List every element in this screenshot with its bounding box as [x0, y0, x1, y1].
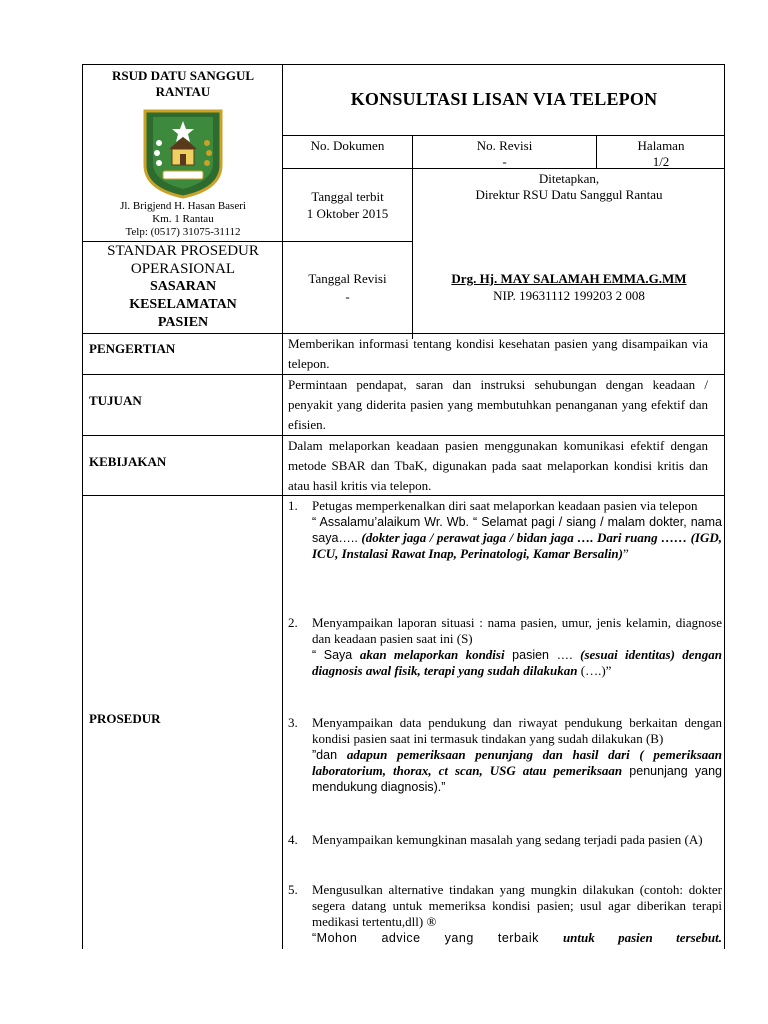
sop-document — [82, 64, 725, 949]
step-text: Menyampaikan laporan situasi : nama pasien, umur, jenis kelamin, diagnose dan keadaan pasien saat ini (S) — [312, 615, 722, 646]
hospital-phone: Telp: (0517) 31075-31112 — [125, 226, 241, 238]
hospital-logo — [139, 107, 227, 199]
approved-label: Ditetapkan, — [538, 171, 600, 186]
prosedur-label: PROSEDUR — [89, 711, 161, 726]
hospital-address-line2: Km. 1 Rantau — [152, 213, 214, 225]
sop-subject: SASARAN KESELAMATAN PASIEN — [129, 279, 237, 330]
page-label: Halaman — [637, 138, 685, 153]
step-number: 3. — [288, 715, 298, 730]
step-number: 5. — [288, 882, 298, 897]
approved-by: Direktur RSU Datu Sanggul Rantau — [475, 187, 663, 202]
procedure-step-5 — [288, 882, 722, 946]
revision-date-label: Tanggal Revisi — [308, 271, 387, 286]
step-number: 2. — [288, 615, 298, 630]
doc-number-label: No. Dokumen — [310, 138, 385, 153]
sop-divider — [83, 241, 413, 242]
revision-date-value: - — [345, 289, 350, 304]
procedure-step-1 — [288, 498, 722, 562]
document-title: KONSULTASI LISAN VIA TELEPON — [350, 89, 658, 109]
kebijakan-label: KEBIJAKAN — [89, 454, 167, 469]
step-quote: “ Saya akan melaporkan kondisi pasien …. (sesuai identitas) dengan diagnosis awal fisik, terapi yang sudah dilakukan (….)” — [312, 647, 722, 678]
procedure-step-4 — [288, 832, 722, 848]
tujuan-label: TUJUAN — [89, 393, 142, 408]
step-quote: “Mohon advice yang terbaik untuk pasien tersebut. — [312, 930, 722, 945]
page-value: 1/2 — [652, 154, 670, 169]
title-divider — [282, 135, 725, 136]
step-number: 4. — [288, 832, 298, 847]
step-number: 1. — [288, 498, 298, 513]
revision-number-label: No. Revisi — [476, 138, 533, 153]
director-name: Drg. Hj. MAY SALAMAH EMMA.G.MM — [451, 271, 687, 286]
issue-date-value: 1 Oktober 2015 — [306, 206, 389, 221]
procedure-step-2 — [288, 615, 722, 679]
kebijakan-text: Dalam melaporkan keadaan pasien menggunakan komunikasi efektif dengan metode SBAR dan TbaK, digunakan pada saat melaporkan kondisi kritis dan atau hasil kritis via telepon. — [288, 438, 708, 493]
hospital-address-line1: Jl. Brigjend H. Hasan Baseri — [120, 200, 246, 212]
director-nip: NIP. 19631112 199203 2 008 — [493, 288, 645, 303]
step-text: Menyampaikan kemungkinan masalah yang sedang terjadi pada pasien (A) — [312, 832, 703, 847]
revision-number-value: - — [502, 154, 507, 169]
step-text: Mengusulkan alternative tindakan yang mungkin dilakukan (contoh: dokter segera datang untuk memeriksa kondisi pasien; usul agar diberikan terapi medikasi tertentu,dll) ® — [312, 882, 722, 929]
pengertian-text: Memberikan informasi tentang kondisi kesehatan pasien yang disampaikan via telepon. — [288, 336, 708, 371]
issue-date-label: Tanggal terbit — [311, 189, 384, 204]
step-text: Menyampaikan data pendukung dan riwayat pendukung berkaitan dengan kondisi pasien saat ini termasuk tindakan yang sudah dilakukan (B) — [312, 715, 722, 746]
pengertian-label: PENGERTIAN — [89, 341, 176, 356]
step-quote: ”dan adapun pemeriksaan penunjang dan hasil dari ( pemeriksaan laboratorium, thorax, ct scan, USG atau pemeriksaan penunjang yang mendukung diagnosis).” — [312, 747, 722, 794]
tujuan-text: Permintaan pendapat, saran dan instruksi sehubungan dengan keadaan / penyakit yang diderita pasien yang membutuhkan penanganan yang efektif dan efisien. — [288, 377, 708, 432]
step-text: Petugas memperkenalkan diri saat melaporkan keadaan pasien via telepon — [312, 498, 698, 513]
step-quote: “ Assalamu’alaikum Wr. Wb. “ Selamat pagi / siang / malam dokter, nama saya….. (dokter jaga / perawat jaga / bidan jaga …. Dari ruang …… (IGD, ICU, Instalasi Rawat Inap, Perinatologi, Kamar Bersalin)” — [312, 515, 722, 561]
sop-label-line1: STANDAR PROSEDUR — [107, 243, 259, 259]
sop-label-line2: OPERASIONAL — [130, 261, 236, 277]
hospital-name: RSUD DATU SANGGUL RANTAU — [111, 68, 255, 99]
procedure-step-3 — [288, 715, 722, 795]
